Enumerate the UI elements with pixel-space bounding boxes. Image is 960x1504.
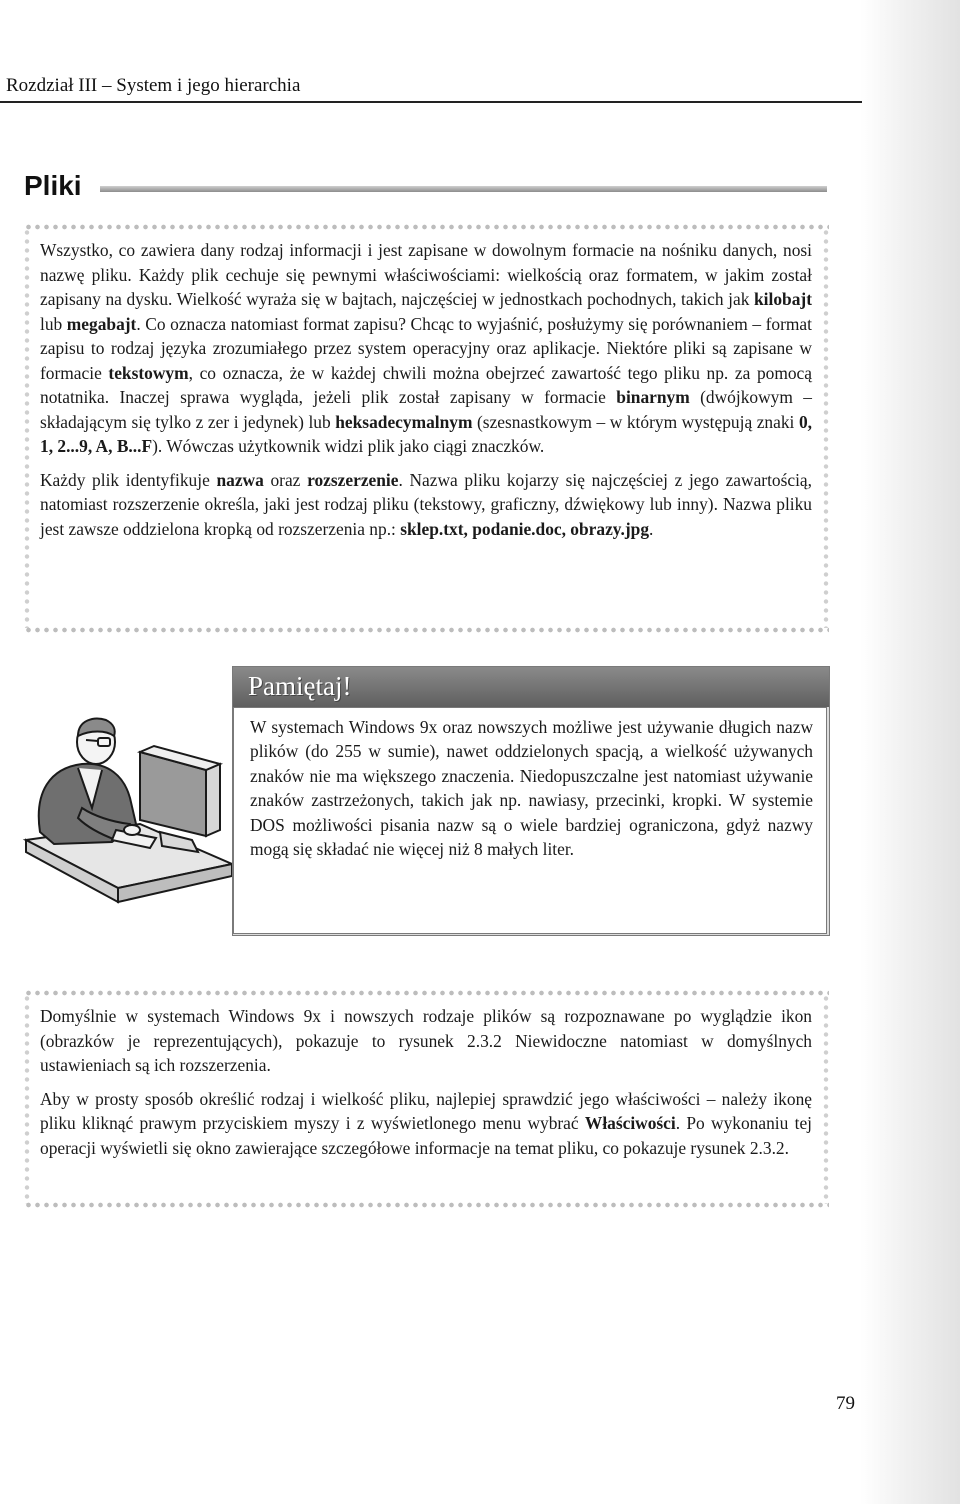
bold-term: rozszerzenie	[307, 469, 399, 490]
running-header: Rozdział III – System i jego hierarchia	[6, 75, 301, 96]
block2-bottom-border	[24, 1202, 829, 1208]
block1-paragraph-1: Wszystko, co zawiera dany rodzaj informacji i jest zapisane w dowolnym formacie na nośniku danych, nosi nazwę pliku. Każdy plik cechuje się pewnymi właściwościami: wielkością oraz formatem, w jakim został zapisany na dysku. Wielkość wyraża się w bajtach, najczęściej w jednostkach pochodnych, takich jak kilobajt lub megabajt. Co oznacza natomiast format zapisu? Chcąc to wyjaśnić, posłużymy się porównaniem – format zapisu to rodzaj języka zrozumiałego przez system operacyjny oraz aplikacje. Niektóre pliki są zapisane w formacie tekstowym, co oznacza, że w każdej chwili można obejrzeć zawartość tego pliku np. za pomocą notatnika. Inaczej sprawa wygląda, jeżeli plik został zapisany w formacie binarnym (dwójkowym – składającym się tylko z zer i jedynek) lub heksadecymalnym (szesnastkowym – w którym występują znaki 0, 1, 2...9, A, B...F). Wówczas użytkownik widzi plik jako ciągi znaczków.	[40, 240, 812, 456]
header-rule	[0, 101, 862, 103]
section-title: Pliki	[24, 170, 82, 201]
title-bar-decoration	[100, 186, 827, 192]
block1-left-border	[24, 228, 30, 628]
block1-bottom-border	[24, 627, 829, 633]
bold-term: binarnym	[616, 387, 690, 407]
block1-paragraph-2: Każdy plik identyfikuje nazwa oraz rozszerzenie. Nazwa pliku kojarzy się najczęściej z jego zawartością, natomiast rozszerzenie określa, jaki jest rodzaj pliku (tekstowy, graficzny, dźwiękowy lub inny). Nazwa pliku jest zawsze oddzielona kropką od rozszerzenia np.: sklep.txt, podanie.doc, obrazy.jpg.	[40, 469, 812, 539]
block2-text	[40, 1004, 812, 1160]
bold-term: Właściwości	[584, 1113, 676, 1133]
block1-text	[40, 238, 812, 541]
block1-top-border	[24, 224, 829, 230]
bold-term: nazwa	[216, 469, 264, 490]
block1-right-border	[823, 228, 829, 628]
bold-term: heksadecymalnym	[335, 411, 473, 432]
bold-term: megabajt	[66, 313, 137, 334]
remember-header	[233, 667, 829, 707]
bold-term: 0, 1, 2...9, A, B...F	[40, 411, 812, 456]
person-at-computer-illustration	[20, 712, 234, 912]
remember-text: W systemach Windows 9x oraz nowszych możliwe jest używanie długich nazw plików (do 255 w sumie), nawet oddzielonych spacją, a wielkość używanych znaków nie ma większego znaczenia. Niedopuszczalne jest natomiast używanie znaków zastrzeżonych, takich jak np. nawiasy, przecinki, kropki. W systemie DOS możliwości pisania nazw są o wiele bardziej ograniczona, gdyż nazwy mogą się składać nie więcej niż 8 małych liter.	[250, 717, 813, 860]
block2-paragraph-2: Aby w prosty sposób określić rodzaj i wielkość pliku, najlepiej sprawdzić jego właściwości – należy ikonę pliku kliknąć prawym przyciskiem myszy i z wyświetlonego menu wybrać Właściwości. Po wykonaniu tej operacji wyświetli się okno zawierające szczegółowe informacje na temat pliku, co pokazuje rysunek 2.3.2.	[40, 1088, 812, 1158]
bold-term: sklep.txt, podanie.doc, obrazy.jpg	[400, 518, 650, 539]
remember-title: Pamiętaj!	[248, 671, 352, 701]
block2-paragraph-1: Domyślnie w systemach Windows 9x i nowszych rodzaje plików są rozpoznawane po wyglądzie ikon (obrazków je reprezentujących), pokazuje to rysunek 2.3.2 Niewidoczne natomiast w domyślnych ustawieniach są ich rozszerzenia.	[40, 1006, 812, 1075]
bold-term: kilobajt	[754, 289, 812, 309]
block2-right-border	[823, 994, 829, 1204]
page-number: 79	[836, 1393, 855, 1414]
page-edge-shadow	[860, 0, 960, 1504]
bold-term: tekstowym	[108, 362, 189, 383]
block2-top-border	[24, 990, 829, 996]
block2-left-border	[24, 994, 30, 1204]
